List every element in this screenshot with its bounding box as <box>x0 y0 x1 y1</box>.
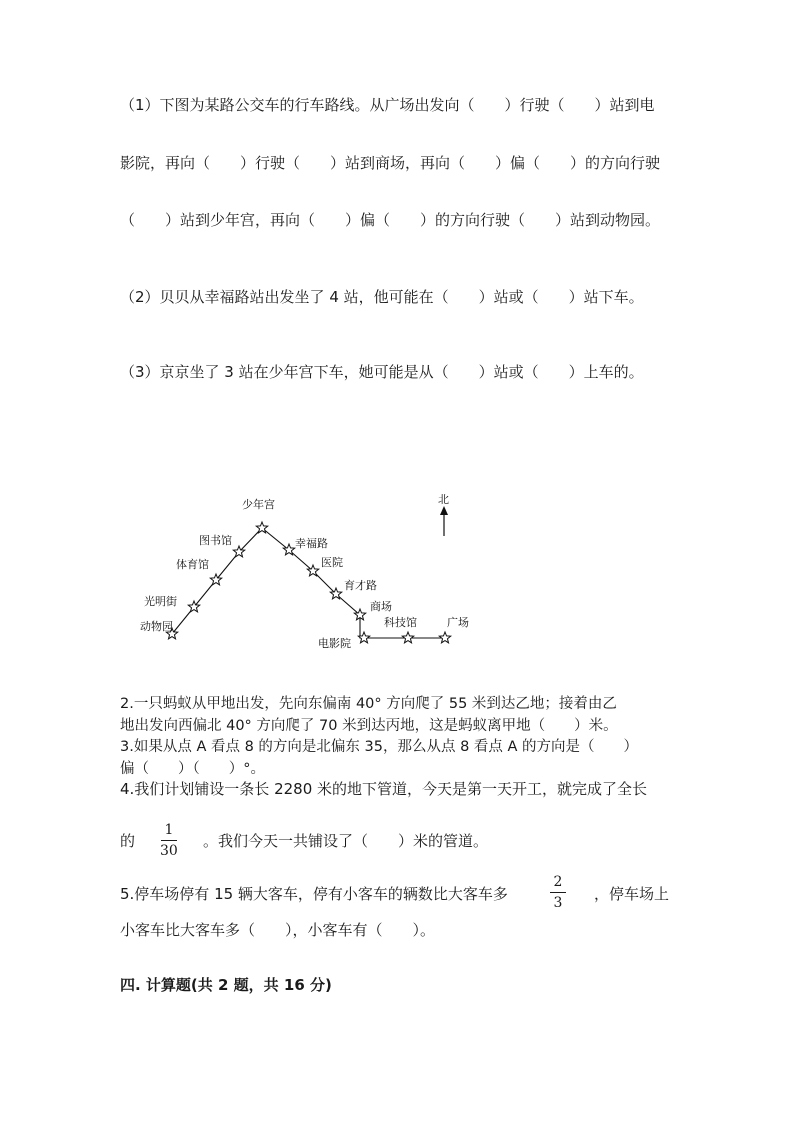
q3-line2: 偏（ ）（ ）°。 <box>120 761 265 777</box>
q1-part1-line3: （ ）站到少年宫，再向（ ）偏（ ）的方向行驶（ ）站到动物园。 <box>120 211 661 229</box>
station-label: 动物园 <box>140 620 173 633</box>
q1-part3: （3）京京坐了 3 站在少年宫下车，她可能是从（ ）站或（ ）上车的。 <box>120 363 644 381</box>
station-label: 光明街 <box>144 595 177 608</box>
q4-fraction <box>160 822 178 859</box>
q4-fraction-denominator: 30 <box>160 843 178 859</box>
q2-line2: 地出发向西偏北 40° 方向爬了 70 米到达丙地，这是蚂蚁离甲地（ ）米。 <box>120 718 618 734</box>
q4-line1: 4.我们计划铺设一条长 2280 米的地下管道，今天是第一天开工，就完成了全长 <box>120 780 648 798</box>
station-label: 育才路 <box>344 579 377 592</box>
q2-line1: 2.一只蚂蚁从甲地出发，先向东偏南 40° 方向爬了 55 米到达乙地；接着由乙 <box>120 696 617 712</box>
station-star-icon <box>402 632 413 643</box>
route-labels <box>140 497 469 650</box>
q5-fraction-bar <box>550 892 566 893</box>
station-label: 医院 <box>321 556 343 569</box>
section-4-heading: 四. 计算题(共 2 题，共 16 分) <box>120 976 332 994</box>
station-label: 体育馆 <box>176 558 209 571</box>
station-label: 图书馆 <box>199 534 232 547</box>
q5-line1-before: 5.停车场停有 15 辆大客车，停有小客车的辆数比大客车多 <box>120 885 508 903</box>
q3-line1: 3.如果从点 A 看点 8 的方向是北偏东 35，那么从点 8 看点 A 的方向是（ ） <box>120 739 639 755</box>
q1-part1-line1: （1）下图为某路公交车的行车路线。从广场出发向（ ）行驶（ ）站到电 <box>120 96 655 114</box>
station-label: 商场 <box>370 600 392 613</box>
station-label: 广场 <box>447 616 469 629</box>
q1-part2: （2）贝贝从幸福路站出发坐了 4 站，他可能在（ ）站或（ ）站下车。 <box>120 288 644 306</box>
station-label: 科技馆 <box>384 616 417 629</box>
north-arrow <box>438 493 449 536</box>
q4-fraction-bar <box>161 840 177 841</box>
q4-line2-before: 的 <box>120 832 136 850</box>
station-label: 少年宫 <box>242 498 275 511</box>
north-label: 北 <box>438 493 449 506</box>
station-star-icon <box>439 632 450 643</box>
q4-fraction-numerator: 1 <box>164 822 174 838</box>
station-label: 幸福路 <box>295 537 328 550</box>
q5-line1-after: ，停车场上 <box>594 885 670 903</box>
station-label: 电影院 <box>318 637 351 650</box>
q5-fraction-denominator: 3 <box>553 895 563 911</box>
q5-fraction <box>550 874 566 911</box>
bus-route-map <box>136 488 476 658</box>
q5-fraction-numerator: 2 <box>553 874 563 890</box>
q5-line2: 小客车比大客车多（ ），小客车有（ ）。 <box>120 921 436 939</box>
q1-part1-line2: 影院，再向（ ）行驶（ ）站到商场，再向（ ）偏（ ）的方向行驶 <box>120 154 661 172</box>
q4-line2-after: 。我们今天一共铺设了（ ）米的管道。 <box>203 832 489 850</box>
